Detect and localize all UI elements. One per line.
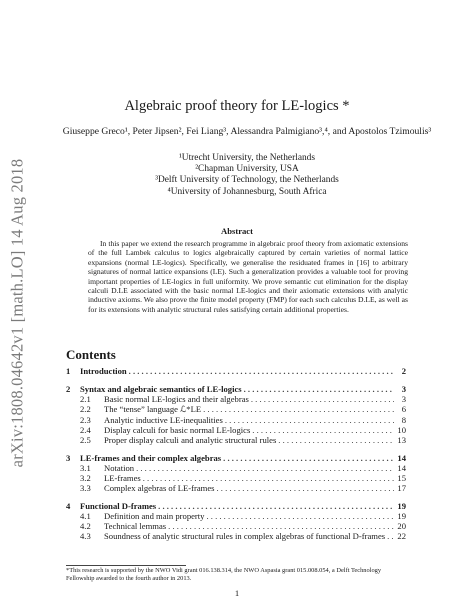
- toc-subsection[interactable]: [66, 483, 406, 493]
- toc-section-title: LE-frames and their complex algebras: [80, 453, 222, 463]
- toc-subsection-title: The “tense” language ℒ*LE: [104, 404, 202, 414]
- toc-section[interactable]: [66, 366, 406, 376]
- toc-leader: [244, 384, 394, 394]
- author-list: Giuseppe Greco¹, Peter Jipsen², Fei Liang³, Alessandra Palmigiano³,⁴, and Apostolos Tzimoulis³: [62, 126, 432, 137]
- toc-leader: [158, 501, 394, 511]
- toc-leader: [168, 521, 394, 531]
- toc-subsection-page: 22: [397, 531, 406, 541]
- toc-subsection-page: 15: [397, 473, 406, 483]
- toc-leader: [203, 404, 394, 414]
- toc-subsection-number: 3.2: [80, 473, 91, 483]
- toc-section-page: 2: [401, 366, 406, 376]
- affiliation: ³Delft University of Technology, the Netherlands: [155, 175, 339, 186]
- toc-subsection-number: 2.1: [80, 394, 91, 404]
- toc-subsection-page: 20: [397, 521, 406, 531]
- abstract-heading: Abstract: [221, 226, 253, 236]
- footnote-rule: [66, 565, 186, 566]
- toc-leader: [129, 366, 394, 376]
- toc-section[interactable]: [66, 453, 406, 463]
- toc-subsection-page: 17: [397, 483, 406, 493]
- toc-section-number: 1: [66, 366, 71, 376]
- toc-section-title: Functional D-frames: [80, 501, 157, 511]
- abstract-body: In this paper we extend the research programme in algebraic proof theory from axiomatic extensions of the full Lambek calculus to logics algebraically captured by certain varieties of normal lattice expansions (normal LE-logics). Specifically, we generalise the residuated frames in [16] to arbitrary signatures of normal lattice expansions (LE). Such a generalization provides a valuable tool for proving important properties of LE-logics in full uniformity. We prove semantic cut elimination for the display calculi D.LE associated with the basic normal LE-logics and their axiomatic extensions with analytic inductive axioms. We also prove the finite model property (FMP) for each such calculus D.LE, as well as for its extensions with analytic structural rules satisfying certain additional properties.: [88, 239, 408, 314]
- affiliation: ⁴University of Johannesburg, South Africa: [167, 186, 327, 197]
- toc-section-number: 2: [66, 384, 71, 394]
- toc-section-title: Syntax and algebraic semantics of LE-logics: [80, 384, 242, 394]
- toc-subsection-number: 4.3: [80, 531, 91, 541]
- toc-subsection-number: 3.3: [80, 483, 91, 493]
- toc-subsection-title: Notation: [104, 463, 135, 473]
- toc-subsection-title: Analytic inductive LE-inequalities: [104, 415, 223, 425]
- toc-leader: [387, 531, 394, 541]
- affiliations: [60, 153, 434, 198]
- toc-leader: [225, 415, 394, 425]
- toc-section-number: 4: [66, 501, 71, 511]
- toc-section[interactable]: [66, 501, 406, 511]
- affiliation: ²Chapman University, USA: [195, 164, 299, 175]
- toc-subsection-page: 8: [401, 415, 406, 425]
- toc-subsection[interactable]: [66, 404, 406, 415]
- affiliation: ¹Utrecht University, the Netherlands: [178, 153, 315, 163]
- toc-section-page: 19: [397, 501, 406, 511]
- arxiv-stamp-text: arXiv:1808.04642v1 [math.LO] 14 Aug 2018: [7, 158, 27, 468]
- toc-subsection[interactable]: [66, 473, 406, 483]
- toc-subsection-title: Soundness of analytic structural rules in complex algebras of functional D-frames: [104, 531, 386, 541]
- toc-subsection[interactable]: [66, 435, 406, 445]
- table-of-contents: [66, 366, 406, 541]
- toc-leader: [206, 511, 394, 521]
- toc-subsection-title: Definition and main property: [104, 511, 205, 521]
- toc-subsection[interactable]: [66, 531, 406, 541]
- toc-subsection-title: Complex algebras of LE-frames: [104, 483, 215, 493]
- toc-subsection-title: Basic normal LE-logics and their algebras: [104, 394, 249, 404]
- toc-subsection-number: 2.5: [80, 435, 91, 445]
- toc-subsection[interactable]: [66, 415, 406, 425]
- toc-leader: [136, 463, 394, 473]
- toc-subsection-number: 4.1: [80, 511, 91, 521]
- toc-leader: [252, 425, 394, 435]
- toc-section-title: Introduction: [80, 366, 127, 376]
- toc-subsection-number: 2.3: [80, 415, 91, 425]
- toc-leader: [278, 435, 394, 445]
- toc-subsection-page: 19: [397, 511, 406, 521]
- toc-subsection[interactable]: [66, 463, 406, 473]
- toc-leader: [223, 453, 394, 463]
- toc-section-page: 3: [401, 384, 406, 394]
- toc-subsection-title: Technical lemmas: [104, 521, 167, 531]
- toc-subsection[interactable]: [66, 394, 406, 404]
- toc-subsection-number: 4.2: [80, 521, 91, 531]
- toc-subsection-number: 2.4: [80, 425, 91, 435]
- toc-subsection-title: Display calculi for basic normal LE-logics: [104, 425, 251, 435]
- toc-subsection-title: LE-frames: [104, 473, 141, 483]
- footnote: *This research is supported by the NWO Vidi grant 016.138.314, the NWO Aspasia grant 015.008.054, a Delft Technology Fellowship awarded to the fourth author in 2013.: [66, 567, 382, 583]
- page-number: 1: [234, 588, 240, 598]
- toc-subsection-page: 14: [397, 463, 406, 473]
- toc-subsection-page: 3: [401, 394, 406, 404]
- toc-section-page: 14: [397, 453, 406, 463]
- toc-subsection[interactable]: [66, 425, 406, 435]
- toc-subsection-page: 6: [401, 404, 406, 414]
- toc-subsection-page: 13: [397, 435, 406, 445]
- toc-subsection-number: 2.2: [80, 404, 91, 414]
- toc-leader: [251, 394, 394, 404]
- toc-subsection-page: 10: [397, 425, 406, 435]
- toc-subsection-number: 3.1: [80, 463, 91, 473]
- toc-section-number: 3: [66, 453, 71, 463]
- toc-subsection[interactable]: [66, 521, 406, 531]
- toc-leader: [217, 483, 395, 493]
- toc-subsection-title: Proper display calculi and analytic structural rules: [104, 435, 277, 445]
- toc-leader: [143, 473, 394, 483]
- toc-section[interactable]: [66, 384, 406, 394]
- paper-title: Algebraic proof theory for LE-logics *: [124, 98, 350, 114]
- toc-subsection[interactable]: [66, 511, 406, 521]
- arxiv-stamp: [4, 78, 30, 548]
- contents-heading: Contents: [66, 347, 116, 362]
